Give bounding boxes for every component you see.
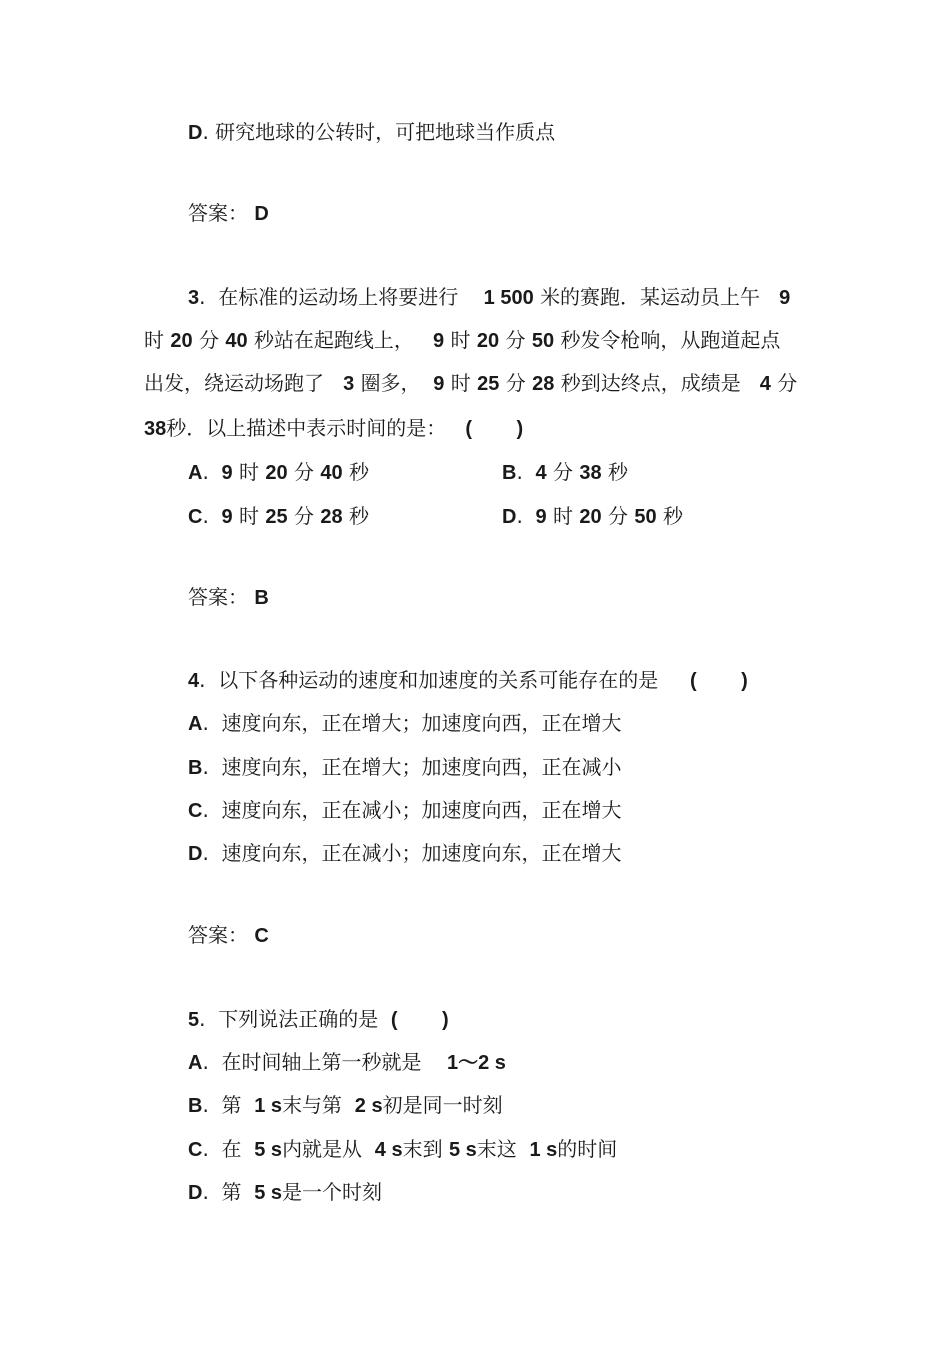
q5-option-a: A. 在时间轴上第一秒就是 1～2 s [188, 1050, 506, 1074]
q5-option-c: C. 在 5 s内就是从 4 s末到 5 s末这 1 s的时间 [188, 1137, 618, 1161]
q3-option-a: A. 9 时 20 分 40 秒 [188, 460, 369, 484]
q3-stem-line-1: 3. 在标准的运动场上将要进行 1 500 米的赛跑．某运动员上午 9 [188, 285, 791, 309]
q4-answer: 答案： C [188, 923, 269, 947]
q5-stem: 5. 下列说法正确的是 ( ) [188, 1007, 449, 1031]
q5-option-d: D. 第 5 s是一个时刻 [188, 1180, 383, 1204]
q3-stem-line-4: 38秒．以上描述中表示时间的是： ( ) [144, 416, 524, 440]
q4-stem: 4. 以下各种运动的速度和加速度的关系可能存在的是 ( ) [188, 668, 748, 692]
q4-option-b: B. 速度向东，正在增大；加速度向西，正在减小 [188, 755, 622, 779]
q3-stem-line-3: 出发，绕运动场跑了 3 圈多， 9 时 25 分 28 秒到达终点，成绩是 4 分 [144, 371, 798, 395]
q3-option-b: B. 4 分 38 秒 [502, 460, 628, 484]
q3-answer: 答案： B [188, 585, 269, 609]
q3-option-c: C. 9 时 25 分 28 秒 [188, 504, 369, 528]
q3-option-d: D. 9 时 20 分 50 秒 [502, 504, 683, 528]
q2-answer: 答案： D [188, 201, 269, 225]
q5-option-b: B. 第 1 s末与第 2 s初是同一时刻 [188, 1093, 503, 1117]
q2-option-d: D. 研究地球的公转时，可把地球当作质点 [188, 120, 556, 144]
q3-stem-line-2: 时 20 分 40 秒站在起跑线上， 9 时 20 分 50 秒发令枪响，从跑道起点 [144, 328, 781, 352]
q4-option-c: C. 速度向东，正在减小；加速度向西，正在增大 [188, 798, 622, 822]
q4-option-d: D. 速度向东，正在减小；加速度向东，正在增大 [188, 841, 622, 865]
q4-option-a: A. 速度向东，正在增大；加速度向西，正在增大 [188, 711, 622, 735]
